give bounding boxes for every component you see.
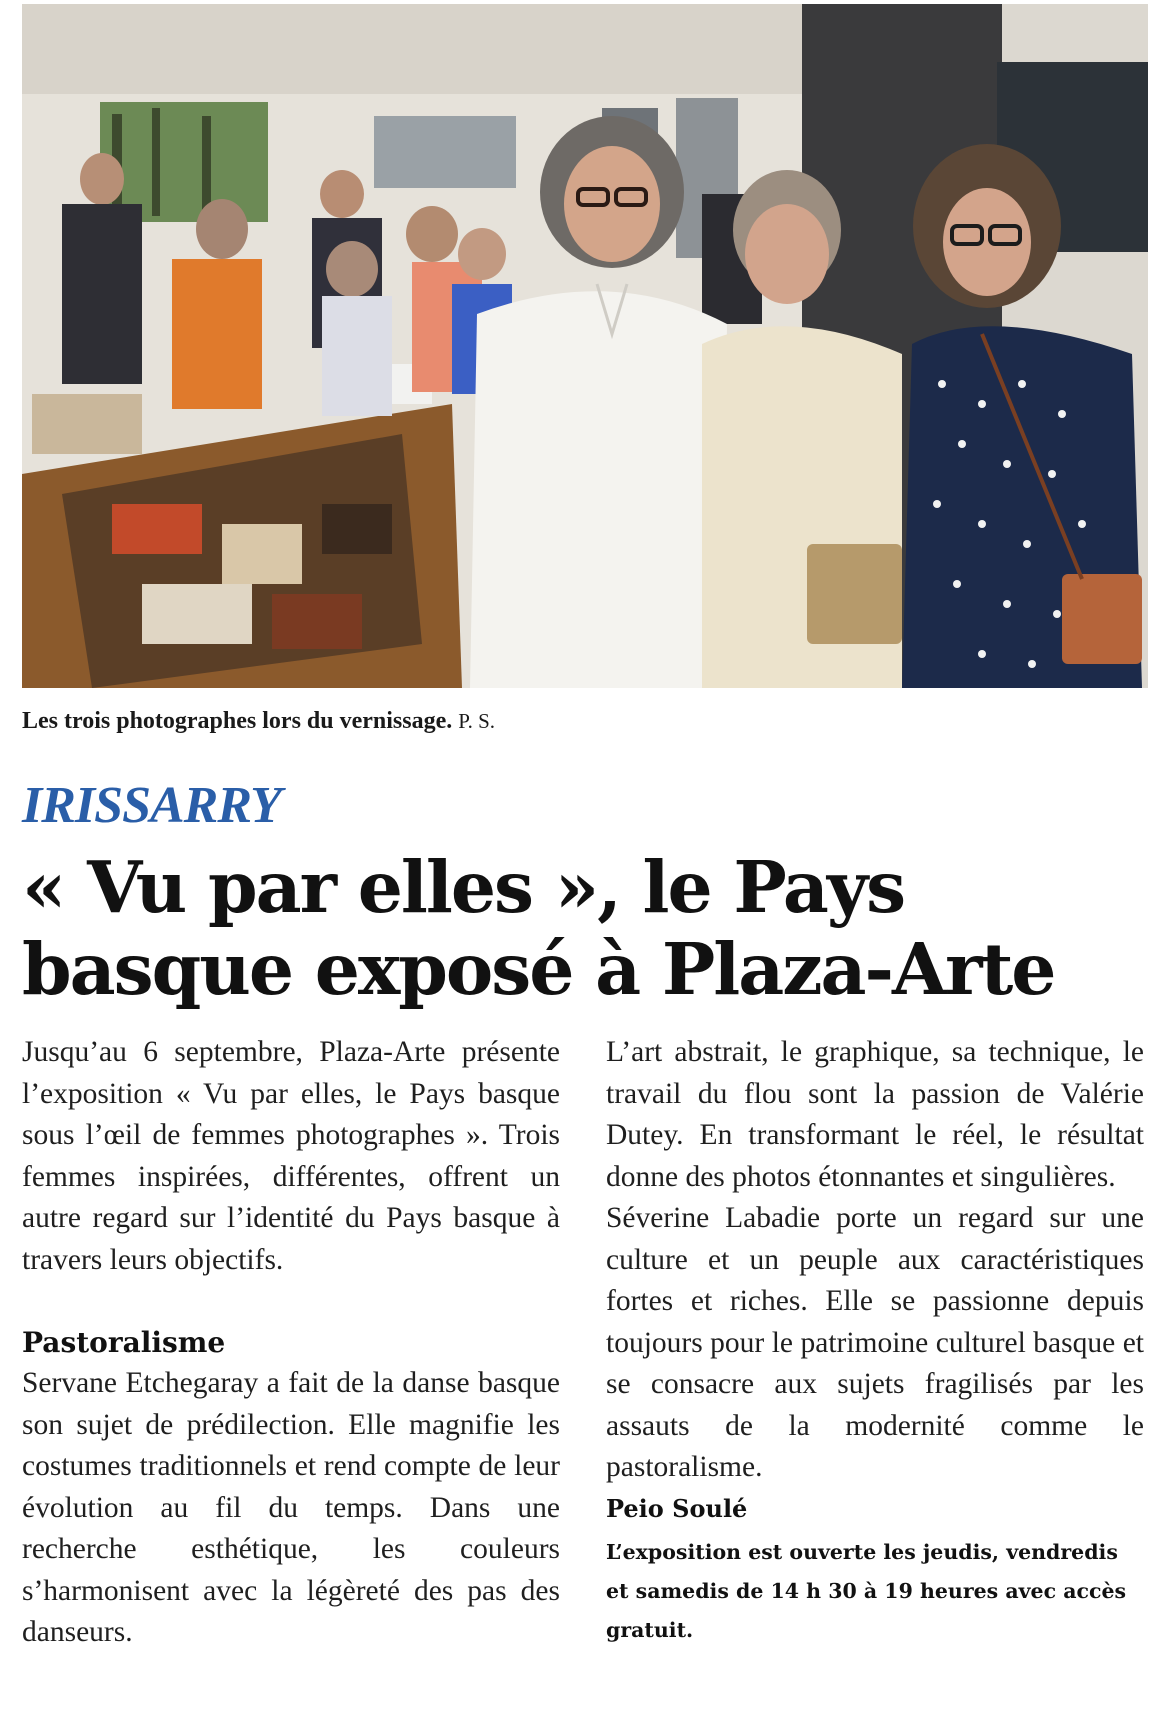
- paragraph-servane: Servane Etchegaray a fait de la danse basque son sujet de prédilection. Elle magnifie les costumes traditionnels et rend compte de leur évolution au fil du temps. Dans une recherche esthétique, les couleurs s’harmonisent avec la légèreté des pas des danseurs.: [22, 1367, 560, 1648]
- article-photo: [22, 4, 1148, 688]
- photo-credit: P. S.: [458, 709, 496, 733]
- caption-text: Les trois photographes lors du vernissage.: [22, 708, 453, 734]
- paragraph-severine: Séverine Labadie porte un regard sur une culture et un peuple aux caractéristiques fortes et riches. Elle se passionne depuis toujours pour le patrimoine culturel basque et se consacre aux sujets fragilisés par les assauts de la modernité comme le pastoralisme.: [606, 1202, 1144, 1483]
- paragraph-valerie: L’art abstrait, le graphique, sa technique, le travail du flou sont la passion de Valérie Dutey. En transformant le réel, le résultat donne des photos étonnantes et singulières.: [606, 1036, 1144, 1193]
- vernissage-photo-illustration: [22, 4, 1148, 688]
- article-subhead: Pastoralisme: [22, 1326, 226, 1359]
- exhibition-info: L’exposition est ouverte les jeudis, vendredis et samedis de 14 h 30 à 19 heures avec accès gratuit.: [606, 1539, 1127, 1642]
- article-author: Peio Soulé: [606, 1493, 748, 1523]
- intro-paragraph: Jusqu’au 6 septembre, Plaza-Arte présente l’exposition « Vu par elles, le Pays basque sous l’œil de femmes photographes ». Trois femmes inspirées, différentes, offrent un autre regard sur l’identité du Pays basque à travers leurs objectifs.: [22, 1036, 560, 1276]
- article-column-right: [606, 1032, 1144, 1650]
- article-headline: « Vu par elles », le Pays basque exposé à Plaza-Arte: [22, 845, 1055, 1011]
- photo-caption: [22, 708, 1148, 735]
- article-kicker: IRISSARRY: [22, 777, 281, 834]
- article-column-left: [22, 1032, 560, 1654]
